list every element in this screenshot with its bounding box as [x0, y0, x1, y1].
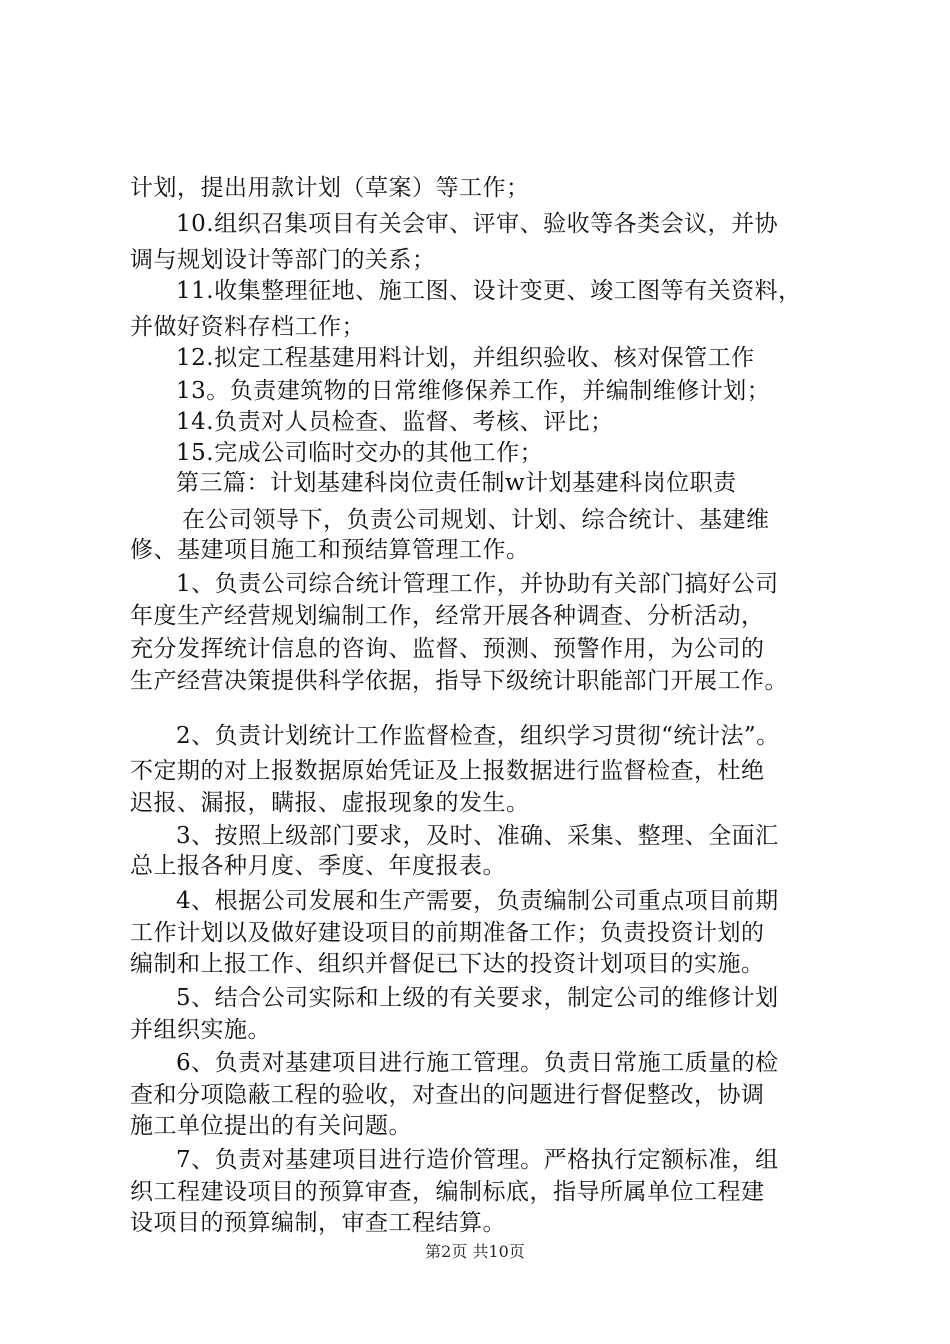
- text-line: 编制和上报工作、组织并督促已下达的投资计划项目的实施。: [130, 951, 765, 977]
- text-line: 迟报、漏报，瞒报、虚报现象的发生。: [130, 790, 530, 816]
- text-line: 13。负责建筑物的日常维修保养工作，并编制维修计划；: [176, 378, 771, 404]
- text-line: 生产经营决策提供科学依据，指导下级统计职能部门开展工作。: [130, 668, 788, 694]
- text-line: 5、结合公司实际和上级的有关要求，制定公司的维修计划: [176, 985, 779, 1011]
- text-line: 充分发挥统计信息的咨询、监督、预测、预警作用，为公司的: [130, 636, 765, 662]
- text-line: 设项目的预算编制，审查工程结算。: [130, 1210, 506, 1236]
- text-line: 2、负责计划统计工作监督检查，组织学习贯彻“统计法”。: [176, 723, 780, 749]
- text-line: 10.组织召集项目有关会审、评审、验收等各类会议，并协: [176, 211, 779, 237]
- text-line: 调与规划设计等部门的关系；: [130, 247, 436, 273]
- text-line: 不定期的对上报数据原始凭证及上报数据进行监督检查，杜绝: [130, 758, 765, 784]
- text-line: 在公司领导下，负责公司规划、计划、综合统计、基建维: [182, 507, 770, 533]
- text-line: 并组织实施。: [130, 1017, 271, 1043]
- page-number-footer: 第2页 共10页: [425, 1242, 525, 1261]
- text-line: 计划，提出用款计划（草案）等工作；: [130, 175, 530, 201]
- text-line: 4、根据公司发展和生产需要，负责编制公司重点项目前期: [176, 888, 779, 914]
- text-line: 1、负责公司综合统计管理工作，并协助有关部门搞好公司: [176, 571, 779, 597]
- text-line: 织工程建设项目的预算审查，编制标底，指导所属单位工程建: [130, 1179, 765, 1205]
- text-line: 年度生产经营规划编制工作，经常开展各种调查、分析活动，: [130, 603, 765, 629]
- text-line: 14.负责对人员检查、监督、考核、评比；: [176, 409, 614, 435]
- text-line: 施工单位提出的有关问题。: [130, 1113, 412, 1139]
- text-line: 查和分项隐蔽工程的验收，对查出的问题进行督促整改，协调: [130, 1082, 765, 1108]
- text-line: 并做好资料存档工作；: [130, 314, 365, 340]
- text-line: 12.拟定工程基建用料计划，并组织验收、核对保管工作: [176, 345, 755, 371]
- text-line: 总上报各种月度、季度、年度报表。: [130, 853, 506, 879]
- text-line: 修、基建项目施工和预结算管理工作。: [130, 537, 530, 563]
- text-line: 15.完成公司临时交办的其他工作；: [176, 440, 544, 466]
- text-line: 工作计划以及做好建设项目的前期准备工作；负责投资计划的: [130, 920, 765, 946]
- section-heading: 第三篇：计划基建科岗位责任制w计划基建科岗位职责: [176, 470, 737, 496]
- text-line: 11.收集整理征地、施工图、设计变更、竣工图等有关资料，: [176, 278, 802, 304]
- text-line: 6、负责对基建项目进行施工管理。负责日常施工质量的检: [176, 1050, 779, 1076]
- text-line: 7、负责对基建项目进行造价管理。严格执行定额标准，组: [176, 1147, 779, 1173]
- text-line: 3、按照上级部门要求，及时、准确、采集、整理、全面汇: [176, 823, 779, 849]
